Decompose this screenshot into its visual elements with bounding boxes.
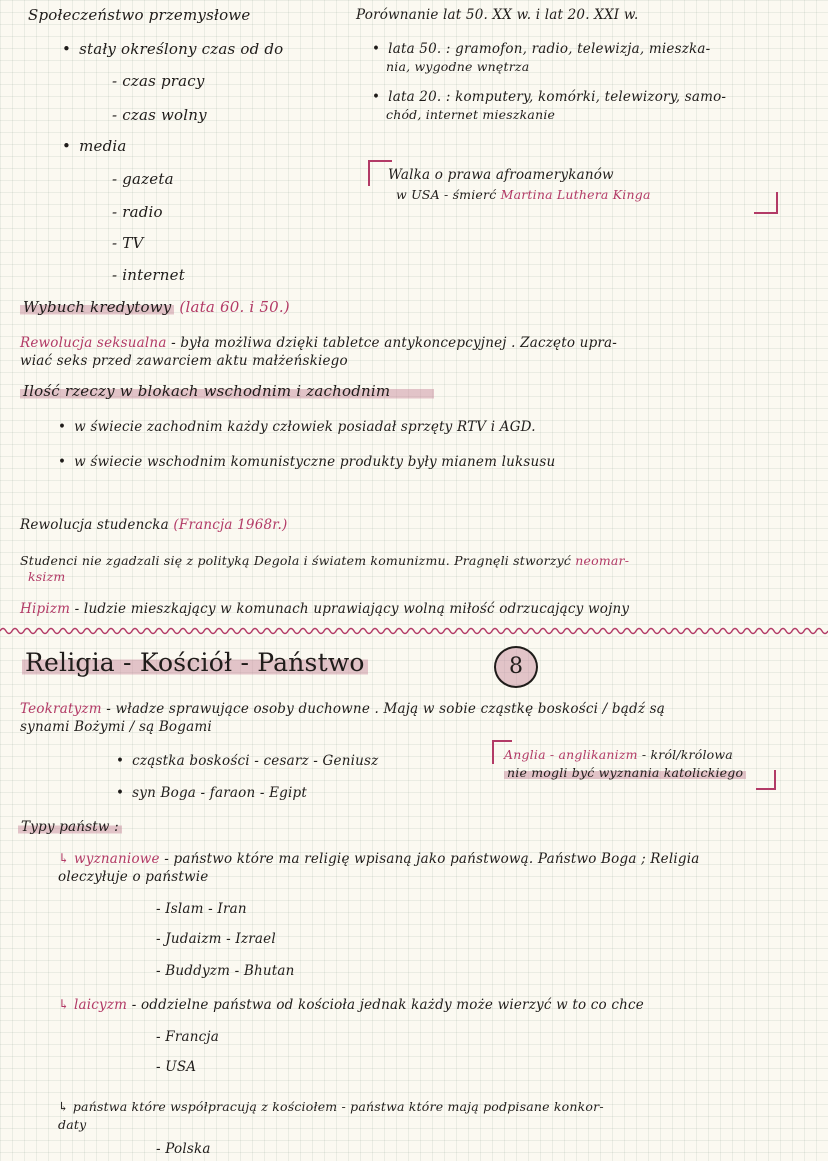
heading-comparison: Porównanie lat 50. XX w. i lat 20. XXI w. <box>356 7 639 23</box>
student-revolution-title: Rewolucja studencka <box>20 517 169 533</box>
laicism-term: ↳ laicyzm <box>58 997 128 1013</box>
denominational-line1 <box>58 850 700 868</box>
item-free-time: - czas wolny <box>112 106 207 124</box>
item-work-time: - czas pracy <box>112 72 205 90</box>
bullet-twenties: • lata 20. : komputery, komórki, telewizory, samo- <box>372 88 726 106</box>
england-box-line2 <box>504 764 746 782</box>
sexual-revolution-term: Rewolucja seksualna <box>20 335 167 351</box>
bullet-media: • media <box>62 137 127 155</box>
students-line1-text: Studenci nie zgadzali się z polityką Degola i światem komunizmu. Pragnęli stworzyć <box>20 553 572 568</box>
coop-item-poland: - Polska <box>156 1141 211 1157</box>
denominational-desc: - państwo które ma religię wpisaną jako państwową. Państwo Boga ; Religia <box>164 851 700 867</box>
hippie-term: Hipizm <box>20 601 71 617</box>
media-item-internet: - internet <box>112 266 185 284</box>
cooperation-line1: ↳ państwa które współpracują z kościołem - państwa które mają podpisane konkor- <box>58 1099 604 1114</box>
denominational-term: ↳ wyznaniowe <box>58 851 160 867</box>
state-types-text: Typy państw : <box>18 819 122 835</box>
laic-item-usa: - USA <box>156 1059 197 1075</box>
laicism-desc: - oddzielne państwa od kościoła jednak każdy może wierzyć w to co chce <box>131 997 644 1013</box>
section-title <box>22 648 368 678</box>
bullet-fixed-time: • stały określony czas od do <box>62 40 283 58</box>
student-revolution-when: (Francja 1968r.) <box>173 517 288 533</box>
heading-student-revolution <box>20 516 287 534</box>
denom-item-judaism: - Judaizm - Izrael <box>156 931 276 947</box>
section-title-text: Religia - Kościół - Państwo <box>22 648 368 677</box>
usa-box-line1: Walka o prawa afroamerykanów <box>388 167 614 183</box>
laicism-line <box>58 996 644 1014</box>
theocracy-term: Teokratyzm <box>20 701 102 717</box>
fifties-continued: nia, wygodne wnętrza <box>386 59 530 74</box>
section-divider <box>0 626 828 636</box>
media-item-tv: - TV <box>112 234 144 252</box>
heading-eastern-western <box>20 382 434 400</box>
england-anglicanism: Anglia - anglikanizm <box>504 747 638 762</box>
heading-state-types <box>18 818 122 836</box>
theocracy-desc: - władze sprawujące osoby duchowne . Mają w sobie cząstkę boskości / bądź są <box>106 701 666 717</box>
usa-box-line2 <box>396 186 651 204</box>
media-item-radio: - radio <box>112 203 163 221</box>
students-neomarxism: neomar- <box>575 553 630 568</box>
twenties-continued: chód, internet mieszkanie <box>386 107 556 122</box>
heading-credit-boom <box>20 298 290 316</box>
bullet-son-of-god: • syn Boga - faraon - Egipt <box>116 784 307 802</box>
bullet-divinity: • cząstka boskości - cesarz - Geniusz <box>116 752 378 770</box>
england-box-bracket-close <box>756 770 776 790</box>
denominational-line2: oleczyłuje o państwie <box>58 869 209 885</box>
sexual-revolution-line1 <box>20 334 617 352</box>
bullet-eastern-world: • w świecie wschodnim komunistyczne produkty były mianem luksusu <box>58 453 555 471</box>
hippie-line <box>20 600 629 618</box>
england-monarch: - król/królowa <box>641 747 733 762</box>
credit-boom-title: Wybuch kredytowy <box>20 298 174 316</box>
theocracy-line2: synami Bożymi / są Bogami <box>20 719 212 735</box>
sexual-revolution-desc: - była możliwa dzięki tabletce antykoncepcyjnej . Zaczęto upra- <box>171 335 618 351</box>
laic-item-france: - Francja <box>156 1029 220 1045</box>
page-number: 8 <box>509 654 523 679</box>
denom-item-islam: - Islam - Iran <box>156 901 247 917</box>
bullet-fifties: • lata 50. : gramofon, radio, telewizja, mieszka- <box>372 40 710 58</box>
england-box-line2-text: nie mogli być wyznania katolickiego <box>504 765 746 780</box>
credit-boom-years: (lata 60. i 50.) <box>179 298 290 316</box>
sexual-revolution-line2: wiać seks przed zawarciem aktu małżeńskiego <box>20 353 348 369</box>
usa-box-line2-text: w USA - śmierć <box>396 187 497 202</box>
theocracy-line1 <box>20 700 665 718</box>
bullet-western-world: • w świecie zachodnim każdy człowiek posiadał sprzęty RTV i AGD. <box>58 418 536 436</box>
denom-item-buddhism: - Buddyzm - Bhutan <box>156 963 295 979</box>
eastern-western-text: Ilość rzeczy w blokach wschodnim i zachodnim <box>20 382 434 400</box>
students-line1 <box>20 552 629 570</box>
heading-industrial-society: Społeczeństwo przemysłowe <box>28 6 251 24</box>
usa-box-bracket-close <box>754 192 778 214</box>
usa-box-mlk: Martina Luthera Kinga <box>500 187 651 202</box>
england-box-line1 <box>504 746 733 764</box>
cooperation-line2: daty <box>58 1117 87 1132</box>
hippie-desc: - ludzie mieszkający w komunach uprawiający wolną miłość odrzucający wojny <box>74 601 630 617</box>
page-number-badge <box>494 646 538 688</box>
students-line2: ksizm <box>28 569 66 584</box>
media-item-newspaper: - gazeta <box>112 170 174 188</box>
